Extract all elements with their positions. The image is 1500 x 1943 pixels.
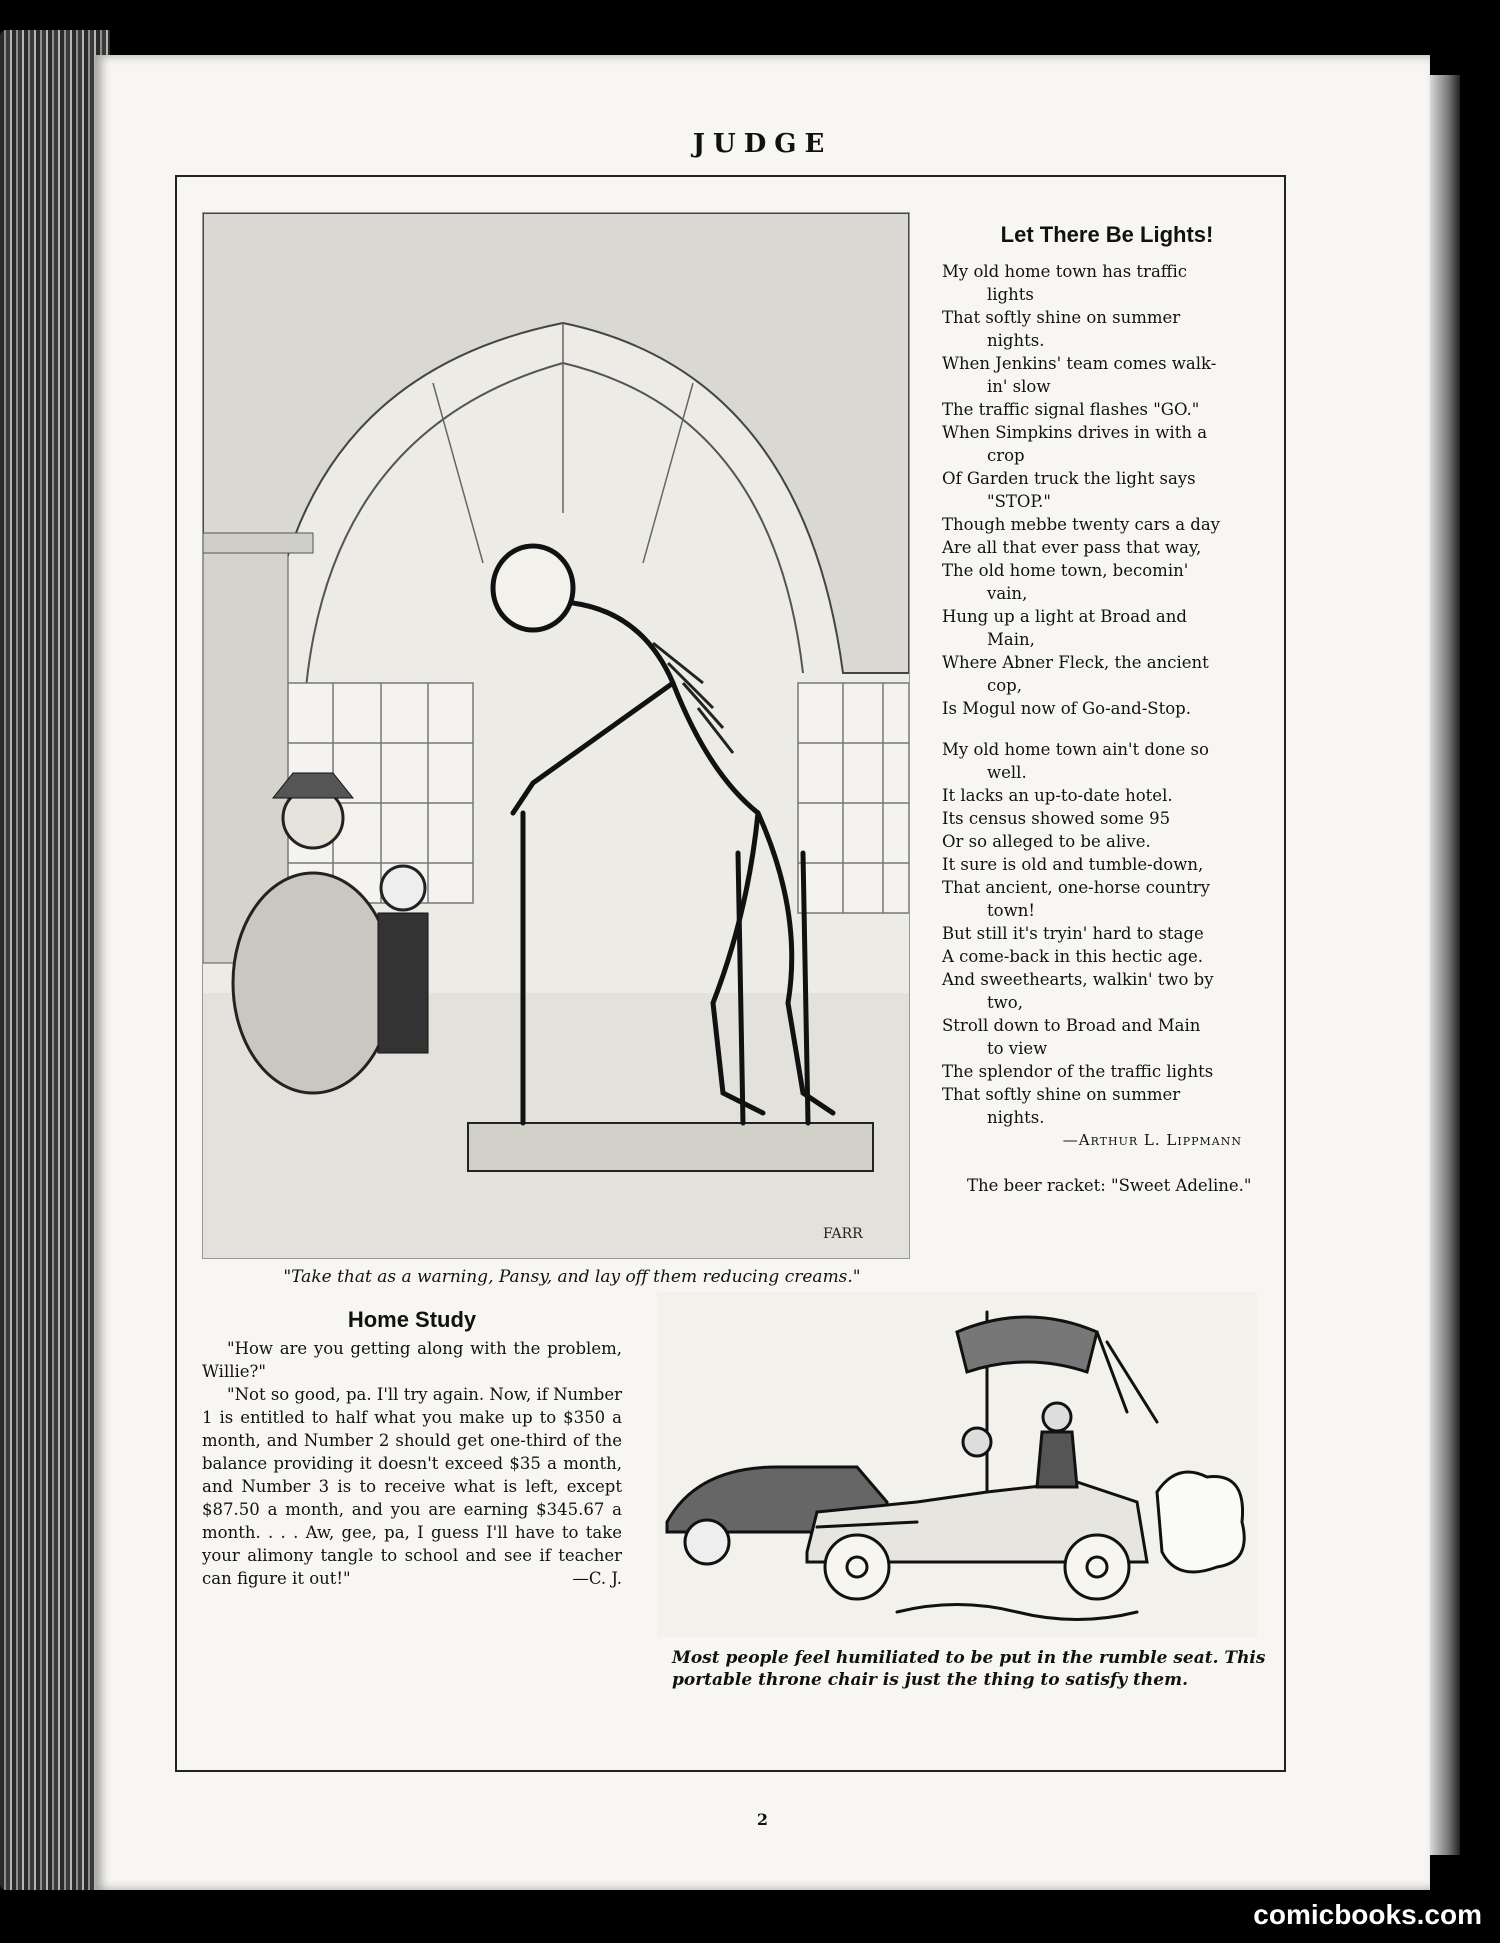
poem-line: Though mebbe twenty cars a day bbox=[942, 515, 1220, 534]
poem-title: Let There Be Lights! bbox=[1000, 222, 1214, 247]
poem-line: Its census showed some 95 bbox=[942, 809, 1171, 828]
magazine-page bbox=[95, 55, 1430, 1890]
rumble-seat-cartoon-illustration bbox=[657, 1292, 1257, 1637]
home-study-paragraph: "Not so good, pa. I'll try again. Now, if Number 1 is entitled to half what you make up to $350 a month, and Number 2 should get one-third of the balance providing it doesn't exceed $35 a month, and Number 3 is to receive what is left, except $87.50 a month, and you are earning $345.67 a month. . . . Aw, gee, pa, I guess I'll have to take your alimony tangle to school and see if teacher can figure it out!" bbox=[202, 1385, 623, 1588]
poem-line: to view bbox=[987, 1039, 1048, 1058]
poem-line: in' slow bbox=[987, 377, 1051, 396]
home-study-paragraph: "How are you getting along with the problem, Willie?" bbox=[202, 1339, 622, 1381]
rumble-seat-cartoon-drawing bbox=[657, 1292, 1257, 1637]
skeleton-cartoon-drawing bbox=[203, 213, 909, 1258]
home-study-title: Home Study bbox=[347, 1307, 477, 1332]
poem-stanza-2 bbox=[942, 738, 1272, 1152]
poem-line: It lacks an up-to-date hotel. bbox=[942, 786, 1173, 805]
poem-line: town! bbox=[987, 901, 1035, 920]
skeleton-cartoon-illustration bbox=[202, 212, 910, 1259]
poem-line: When Simpkins drives in with a bbox=[942, 423, 1208, 442]
skeleton-cartoon-caption: "Take that as a warning, Pansy, and lay off them reducing creams." bbox=[283, 1267, 861, 1287]
poem-line: That softly shine on summer bbox=[942, 308, 1181, 327]
poem-line: That softly shine on summer bbox=[942, 1085, 1181, 1104]
poem-line: Are all that ever pass that way, bbox=[942, 538, 1202, 557]
poem-line: nights. bbox=[987, 1108, 1045, 1127]
home-study-column bbox=[202, 1307, 622, 1590]
poem-line: cop, bbox=[987, 676, 1022, 695]
beer-racket-quip: The beer racket: "Sweet Adeline." bbox=[967, 1176, 1252, 1195]
poem-line: When Jenkins' team comes walk- bbox=[942, 354, 1217, 373]
site-watermark: comicbooks.com bbox=[1253, 1899, 1482, 1930]
poem-line: My old home town ain't done so bbox=[942, 740, 1209, 759]
content-frame bbox=[175, 175, 1286, 1772]
poem-line: nights. bbox=[987, 331, 1045, 350]
poem-line: It sure is old and tumble-down, bbox=[942, 855, 1204, 874]
poem-line: vain, bbox=[987, 584, 1028, 603]
poem-line: two, bbox=[987, 993, 1023, 1012]
rumble-seat-cartoon-caption bbox=[632, 1647, 1292, 1691]
poem-line: Is Mogul now of Go-and-Stop. bbox=[942, 699, 1191, 718]
poem-line: A come-back in this hectic age. bbox=[942, 947, 1204, 966]
poem-line: Or so alleged to be alive. bbox=[942, 832, 1151, 851]
poem-column bbox=[942, 222, 1272, 1197]
artist-signature: FARR bbox=[823, 1226, 863, 1242]
poem-line: Stroll down to Broad and Main bbox=[942, 1016, 1201, 1035]
caption-line: Most people feel humiliated to be put in the rumble seat. This bbox=[672, 1648, 1266, 1668]
poem-line: But still it's tryin' hard to stage bbox=[942, 924, 1204, 943]
poem-line: "STOP." bbox=[987, 492, 1052, 511]
poem-line: Main, bbox=[987, 630, 1035, 649]
caption-line: portable throne chair is just the thing to satisfy them. bbox=[672, 1670, 1188, 1690]
book-page-stack bbox=[0, 30, 110, 1890]
next-page-edge bbox=[1430, 75, 1460, 1855]
poem-line: And sweethearts, walkin' two by bbox=[942, 970, 1214, 989]
poem-line: well. bbox=[987, 763, 1027, 782]
poem-line: The splendor of the traffic lights bbox=[942, 1062, 1214, 1081]
poem-line: Hung up a light at Broad and bbox=[942, 607, 1187, 626]
poem-line: That ancient, one-horse country bbox=[942, 878, 1210, 897]
poem-line: crop bbox=[987, 446, 1025, 465]
poem-author: —Arthur L. Lippmann bbox=[1062, 1131, 1242, 1149]
poem-line: lights bbox=[987, 285, 1034, 304]
home-study-signature: —C. J. bbox=[572, 1569, 622, 1588]
poem-line: Of Garden truck the light says bbox=[942, 469, 1196, 488]
poem-stanza-1 bbox=[942, 260, 1272, 720]
page-number: 2 bbox=[756, 1810, 769, 1829]
poem-line: Where Abner Fleck, the ancient bbox=[942, 653, 1209, 672]
poem-line: My old home town has traffic bbox=[942, 262, 1188, 281]
poem-line: The traffic signal flashes "GO." bbox=[942, 400, 1200, 419]
masthead: JUDGE bbox=[692, 129, 833, 159]
poem-line: The old home town, becomin' bbox=[942, 561, 1189, 580]
